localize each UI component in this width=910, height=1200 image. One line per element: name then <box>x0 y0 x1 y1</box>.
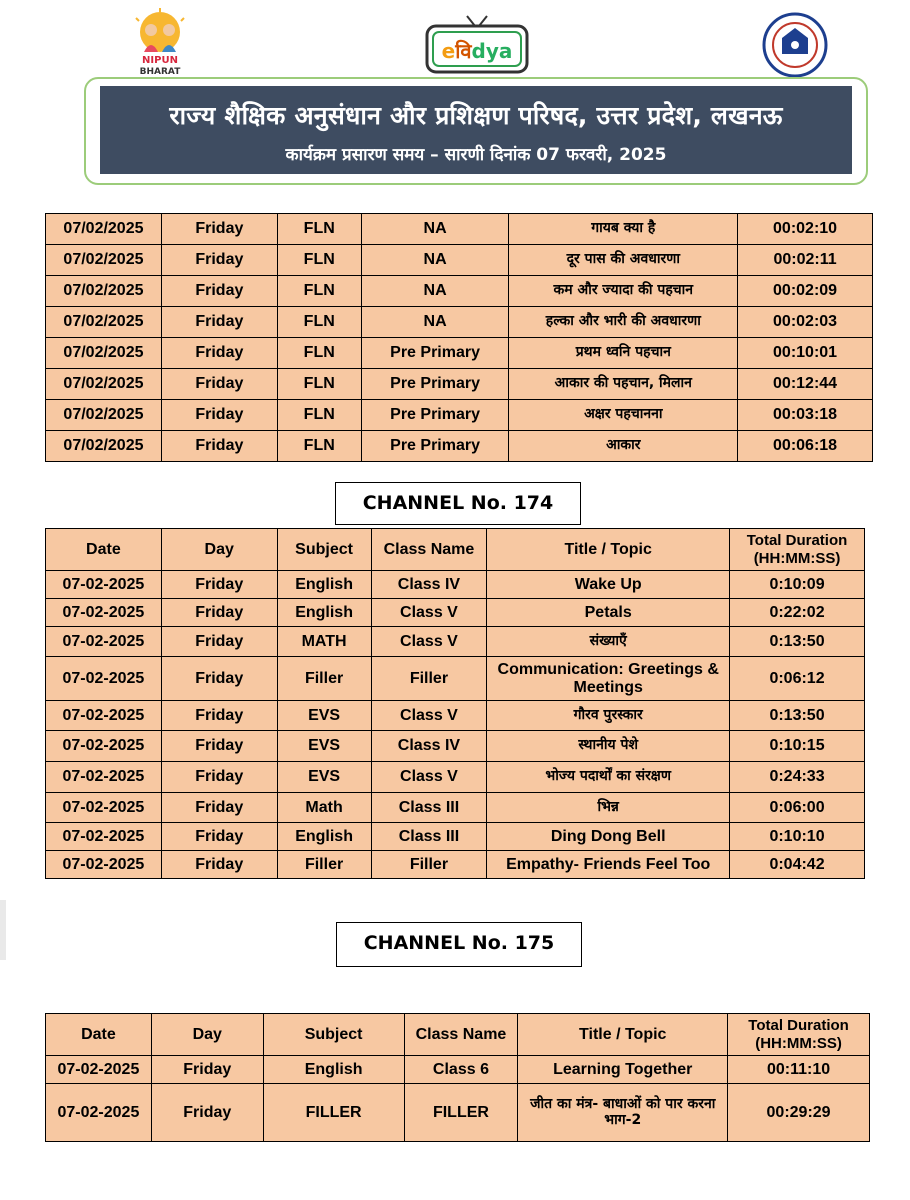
table-cell: 07/02/2025 <box>46 245 162 276</box>
table-cell: 07-02-2025 <box>46 851 162 879</box>
table-cell: FLN <box>277 400 361 431</box>
table-cell: 0:13:50 <box>730 627 865 657</box>
table-row <box>46 431 873 462</box>
table-cell: आकार की पहचान, मिलान <box>509 369 738 400</box>
table-cell: EVS <box>277 762 371 793</box>
table-cell: 0:10:10 <box>730 823 865 851</box>
table-cell: Friday <box>161 762 277 793</box>
table-cell: English <box>263 1056 404 1084</box>
table-cell: स्थानीय पेशे <box>487 731 730 762</box>
table-cell: Friday <box>161 276 277 307</box>
table-cell: Filler <box>371 657 487 701</box>
channel-174-label: CHANNEL No. 174 <box>335 482 581 525</box>
table-cell: संख्याएँ <box>487 627 730 657</box>
svg-text:BHARAT: BHARAT <box>139 67 181 77</box>
table-cell: 07-02-2025 <box>46 657 162 701</box>
table-cell: 0:22:02 <box>730 599 865 627</box>
table-cell: 07/02/2025 <box>46 338 162 369</box>
table-cell: 07-02-2025 <box>46 1056 152 1084</box>
table-cell: Pre Primary <box>361 338 509 369</box>
table-cell: आकार <box>509 431 738 462</box>
table-cell: 00:12:44 <box>738 369 873 400</box>
scan-edge-shadow <box>0 900 6 960</box>
table-cell: दूर पास की अवधारणा <box>509 245 738 276</box>
table-cell: NA <box>361 307 509 338</box>
table-row <box>46 307 873 338</box>
table-cell: Filler <box>371 851 487 879</box>
table-cell: 0:10:15 <box>730 731 865 762</box>
column-header: Total Duration (HH:MM:SS) <box>728 1014 870 1056</box>
table-row <box>46 214 873 245</box>
fln-schedule-table <box>45 213 873 462</box>
table-cell: 07/02/2025 <box>46 276 162 307</box>
column-header: Class Name <box>371 529 487 571</box>
table-cell: FLN <box>277 276 361 307</box>
table-cell: 07-02-2025 <box>46 731 162 762</box>
table-cell: Class V <box>371 701 487 731</box>
table-row <box>46 1084 870 1142</box>
table-header-row <box>46 529 865 571</box>
table-cell: 0:04:42 <box>730 851 865 879</box>
table-row <box>46 369 873 400</box>
table-cell: हल्का और भारी की अवधारणा <box>509 307 738 338</box>
table-cell: Friday <box>161 369 277 400</box>
table-cell: Friday <box>161 599 277 627</box>
channel-175-label: CHANNEL No. 175 <box>336 922 582 967</box>
table-cell: FILLER <box>404 1084 518 1142</box>
table-header-row <box>46 1014 870 1056</box>
table-cell: 00:02:10 <box>738 214 873 245</box>
table-cell: 07/02/2025 <box>46 400 162 431</box>
table-cell: Friday <box>161 307 277 338</box>
table-cell: Pre Primary <box>361 400 509 431</box>
table-cell: Friday <box>161 823 277 851</box>
table-cell: 07-02-2025 <box>46 627 162 657</box>
table-cell: Wake Up <box>487 571 730 599</box>
table-cell: Class IV <box>371 571 487 599</box>
table-row <box>46 571 865 599</box>
table-cell: 00:02:11 <box>738 245 873 276</box>
table-row <box>46 762 865 793</box>
table-cell: Class V <box>371 762 487 793</box>
table-cell: 07/02/2025 <box>46 431 162 462</box>
table-cell: Friday <box>161 793 277 823</box>
table-cell: Math <box>277 793 371 823</box>
table-cell: 07/02/2025 <box>46 307 162 338</box>
table-cell: Class III <box>371 793 487 823</box>
table-row <box>46 701 865 731</box>
table-cell: 00:10:01 <box>738 338 873 369</box>
table-cell: गायब क्या है <box>509 214 738 245</box>
table-cell: कम और ज्यादा की पहचान <box>509 276 738 307</box>
channel-174-table <box>45 528 865 879</box>
table-cell: Filler <box>277 657 371 701</box>
table-cell: Class III <box>371 823 487 851</box>
table-cell: Pre Primary <box>361 431 509 462</box>
table-cell: FLN <box>277 214 361 245</box>
table-cell: Friday <box>161 245 277 276</box>
table-row <box>46 338 873 369</box>
column-header: Total Duration (HH:MM:SS) <box>730 529 865 571</box>
table-cell: English <box>277 823 371 851</box>
header-banner <box>100 86 852 174</box>
table-cell: Friday <box>161 571 277 599</box>
table-cell: Friday <box>161 701 277 731</box>
table-row <box>46 276 873 307</box>
column-header: Subject <box>263 1014 404 1056</box>
table-cell: Friday <box>151 1056 263 1084</box>
column-header: Title / Topic <box>487 529 730 571</box>
page-subtitle: कार्यक्रम प्रसारण समय – सारणी दिनांक 07 फरवरी, 2025 <box>285 145 667 165</box>
svg-text:NIPUN: NIPUN <box>142 55 178 66</box>
table-row <box>46 731 865 762</box>
svg-text:eविdya: eविdya <box>441 39 513 63</box>
table-cell: Class V <box>371 627 487 657</box>
table-cell: 07-02-2025 <box>46 823 162 851</box>
table-cell: FLN <box>277 369 361 400</box>
channel-175-table <box>45 1013 870 1142</box>
table-cell: NA <box>361 245 509 276</box>
column-header: Date <box>46 529 162 571</box>
table-cell: 0:13:50 <box>730 701 865 731</box>
table-cell: Ding Dong Bell <box>487 823 730 851</box>
table-cell: 07-02-2025 <box>46 1084 152 1142</box>
table-cell: Friday <box>161 657 277 701</box>
table-cell: Class V <box>371 599 487 627</box>
table-cell: NA <box>361 276 509 307</box>
table-cell: भोज्य पदार्थों का संरक्षण <box>487 762 730 793</box>
table-cell: 00:02:03 <box>738 307 873 338</box>
table-cell: English <box>277 599 371 627</box>
table-cell: Filler <box>277 851 371 879</box>
table-cell: 07-02-2025 <box>46 701 162 731</box>
table-cell: FILLER <box>263 1084 404 1142</box>
table-cell: MATH <box>277 627 371 657</box>
table-cell: 0:24:33 <box>730 762 865 793</box>
table-cell: Petals <box>487 599 730 627</box>
table-cell: Friday <box>161 851 277 879</box>
table-cell: 00:06:18 <box>738 431 873 462</box>
table-row <box>46 599 865 627</box>
table-row <box>46 627 865 657</box>
table-row <box>46 245 873 276</box>
table-cell: FLN <box>277 307 361 338</box>
column-header: Class Name <box>404 1014 518 1056</box>
table-cell: 00:29:29 <box>728 1084 870 1142</box>
table-cell: Friday <box>161 338 277 369</box>
table-cell: Friday <box>161 214 277 245</box>
table-cell: 07-02-2025 <box>46 571 162 599</box>
table-cell: 07/02/2025 <box>46 369 162 400</box>
column-header: Title / Topic <box>518 1014 728 1056</box>
table-cell: 07/02/2025 <box>46 214 162 245</box>
table-cell: 00:11:10 <box>728 1056 870 1084</box>
table-cell: 07-02-2025 <box>46 762 162 793</box>
table-cell: Friday <box>161 400 277 431</box>
table-row <box>46 851 865 879</box>
table-cell: गौरव पुरस्कार <box>487 701 730 731</box>
column-header: Subject <box>277 529 371 571</box>
column-header: Day <box>161 529 277 571</box>
table-cell: Empathy- Friends Feel Too <box>487 851 730 879</box>
table-row <box>46 823 865 851</box>
table-row <box>46 400 873 431</box>
table-cell: भिन्न <box>487 793 730 823</box>
column-header: Day <box>151 1014 263 1056</box>
nipun-bharat-logo <box>120 8 200 78</box>
table-cell: Learning Together <box>518 1056 728 1084</box>
table-cell: Friday <box>161 431 277 462</box>
table-cell: FLN <box>277 338 361 369</box>
table-cell: Friday <box>151 1084 263 1142</box>
table-cell: Pre Primary <box>361 369 509 400</box>
table-cell: Class IV <box>371 731 487 762</box>
table-cell: 0:06:12 <box>730 657 865 701</box>
table-row <box>46 793 865 823</box>
table-cell: 0:06:00 <box>730 793 865 823</box>
table-cell: EVS <box>277 731 371 762</box>
table-cell: 00:02:09 <box>738 276 873 307</box>
table-cell: NA <box>361 214 509 245</box>
table-cell: English <box>277 571 371 599</box>
table-cell: अक्षर पहचानना <box>509 400 738 431</box>
table-row <box>46 657 865 701</box>
table-cell: EVS <box>277 701 371 731</box>
column-header: Date <box>46 1014 152 1056</box>
table-cell: 07-02-2025 <box>46 793 162 823</box>
scert-emblem-logo <box>752 12 838 78</box>
table-cell: Friday <box>161 731 277 762</box>
table-cell: FLN <box>277 245 361 276</box>
table-cell: जीत का मंत्र- बाधाओं को पार करना भाग-2 <box>518 1084 728 1142</box>
table-cell: 07-02-2025 <box>46 599 162 627</box>
table-cell: प्रथम ध्वनि पहचान <box>509 338 738 369</box>
table-cell: Communication: Greetings & Meetings <box>487 657 730 701</box>
table-row <box>46 1056 870 1084</box>
page-title: राज्य शैक्षिक अनुसंधान और प्रशिक्षण परिषद, उत्तर प्रदेश, लखनऊ <box>169 101 783 130</box>
table-cell: 00:03:18 <box>738 400 873 431</box>
table-cell: Friday <box>161 627 277 657</box>
table-cell: FLN <box>277 431 361 462</box>
evidya-logo <box>423 14 531 76</box>
table-cell: Class 6 <box>404 1056 518 1084</box>
table-cell: 0:10:09 <box>730 571 865 599</box>
